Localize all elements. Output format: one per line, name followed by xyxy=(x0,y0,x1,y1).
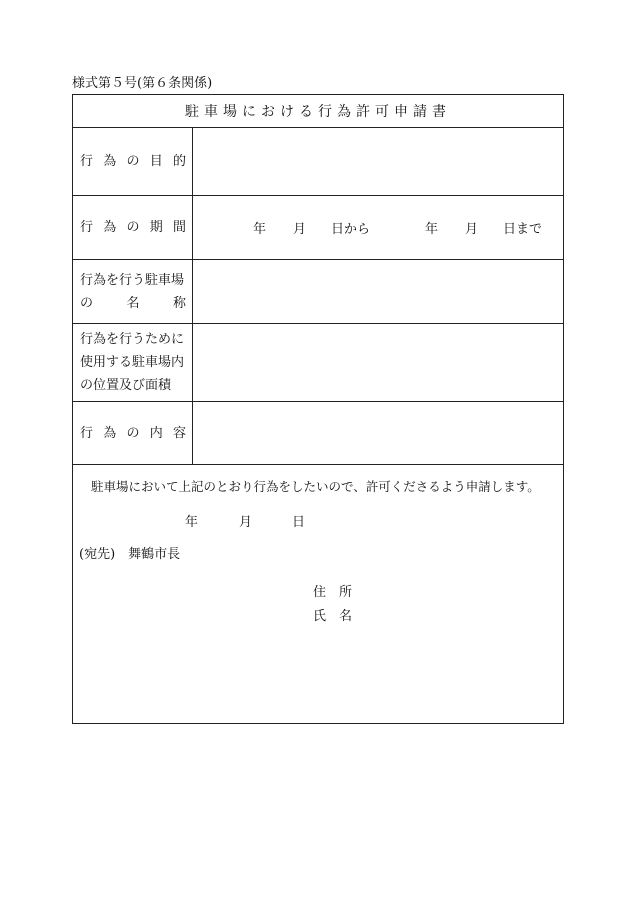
parking-name-field[interactable] xyxy=(193,260,563,323)
period-day-from: 日から xyxy=(331,222,371,237)
date-year: 年 xyxy=(185,515,199,530)
label-parking-name xyxy=(73,260,193,323)
label-purpose-text: 行 為 の 目 的 xyxy=(80,154,186,169)
label-location-line1: 行為を行うために xyxy=(80,332,185,347)
period-day-to: 日まで xyxy=(503,222,543,237)
location-field[interactable] xyxy=(193,324,563,401)
row-purpose xyxy=(73,127,563,195)
period-field[interactable] xyxy=(193,196,563,259)
name-label: 氏 名 xyxy=(313,609,353,624)
label-purpose xyxy=(73,128,193,195)
label-content-text: 行 為 の 内 容 xyxy=(80,425,186,441)
address-label: 住 所 xyxy=(313,585,353,600)
period-month-to: 月 xyxy=(465,222,479,237)
period-year-to: 年 xyxy=(425,222,439,237)
row-period xyxy=(73,195,563,259)
label-location xyxy=(73,324,193,401)
label-parking-name-line1: 行為を行う駐車場 xyxy=(80,272,185,288)
label-location-line3: の位置及び面積 xyxy=(80,378,172,393)
statement-text: 駐車場において上記のとおり行為をしたいので、許可くださるよう申請します。 xyxy=(91,479,540,494)
row-content xyxy=(73,401,563,464)
label-period xyxy=(73,196,193,259)
application-form-table xyxy=(72,94,564,724)
label-parking-name-line2: の 名 称 xyxy=(80,295,186,311)
date-month: 月 xyxy=(239,515,253,530)
label-location-line2: 使用する駐車場内 xyxy=(80,355,185,370)
label-period-text: 行 為 の 期 間 xyxy=(80,220,186,235)
period-month-from: 月 xyxy=(293,222,307,237)
row-location xyxy=(73,323,563,401)
purpose-field[interactable] xyxy=(193,128,563,195)
label-content xyxy=(73,402,193,464)
form-title: 駐車場における行為許可申請書 xyxy=(185,104,451,120)
row-parking-name xyxy=(73,259,563,323)
date-day: 日 xyxy=(292,515,306,530)
form-number: 様式第５号(第６条関係) xyxy=(72,76,213,91)
application-statement-area xyxy=(73,464,563,723)
addressee: (宛先) 舞鶴市長 xyxy=(79,547,181,562)
period-year-from: 年 xyxy=(253,222,267,237)
content-field[interactable] xyxy=(193,402,563,464)
